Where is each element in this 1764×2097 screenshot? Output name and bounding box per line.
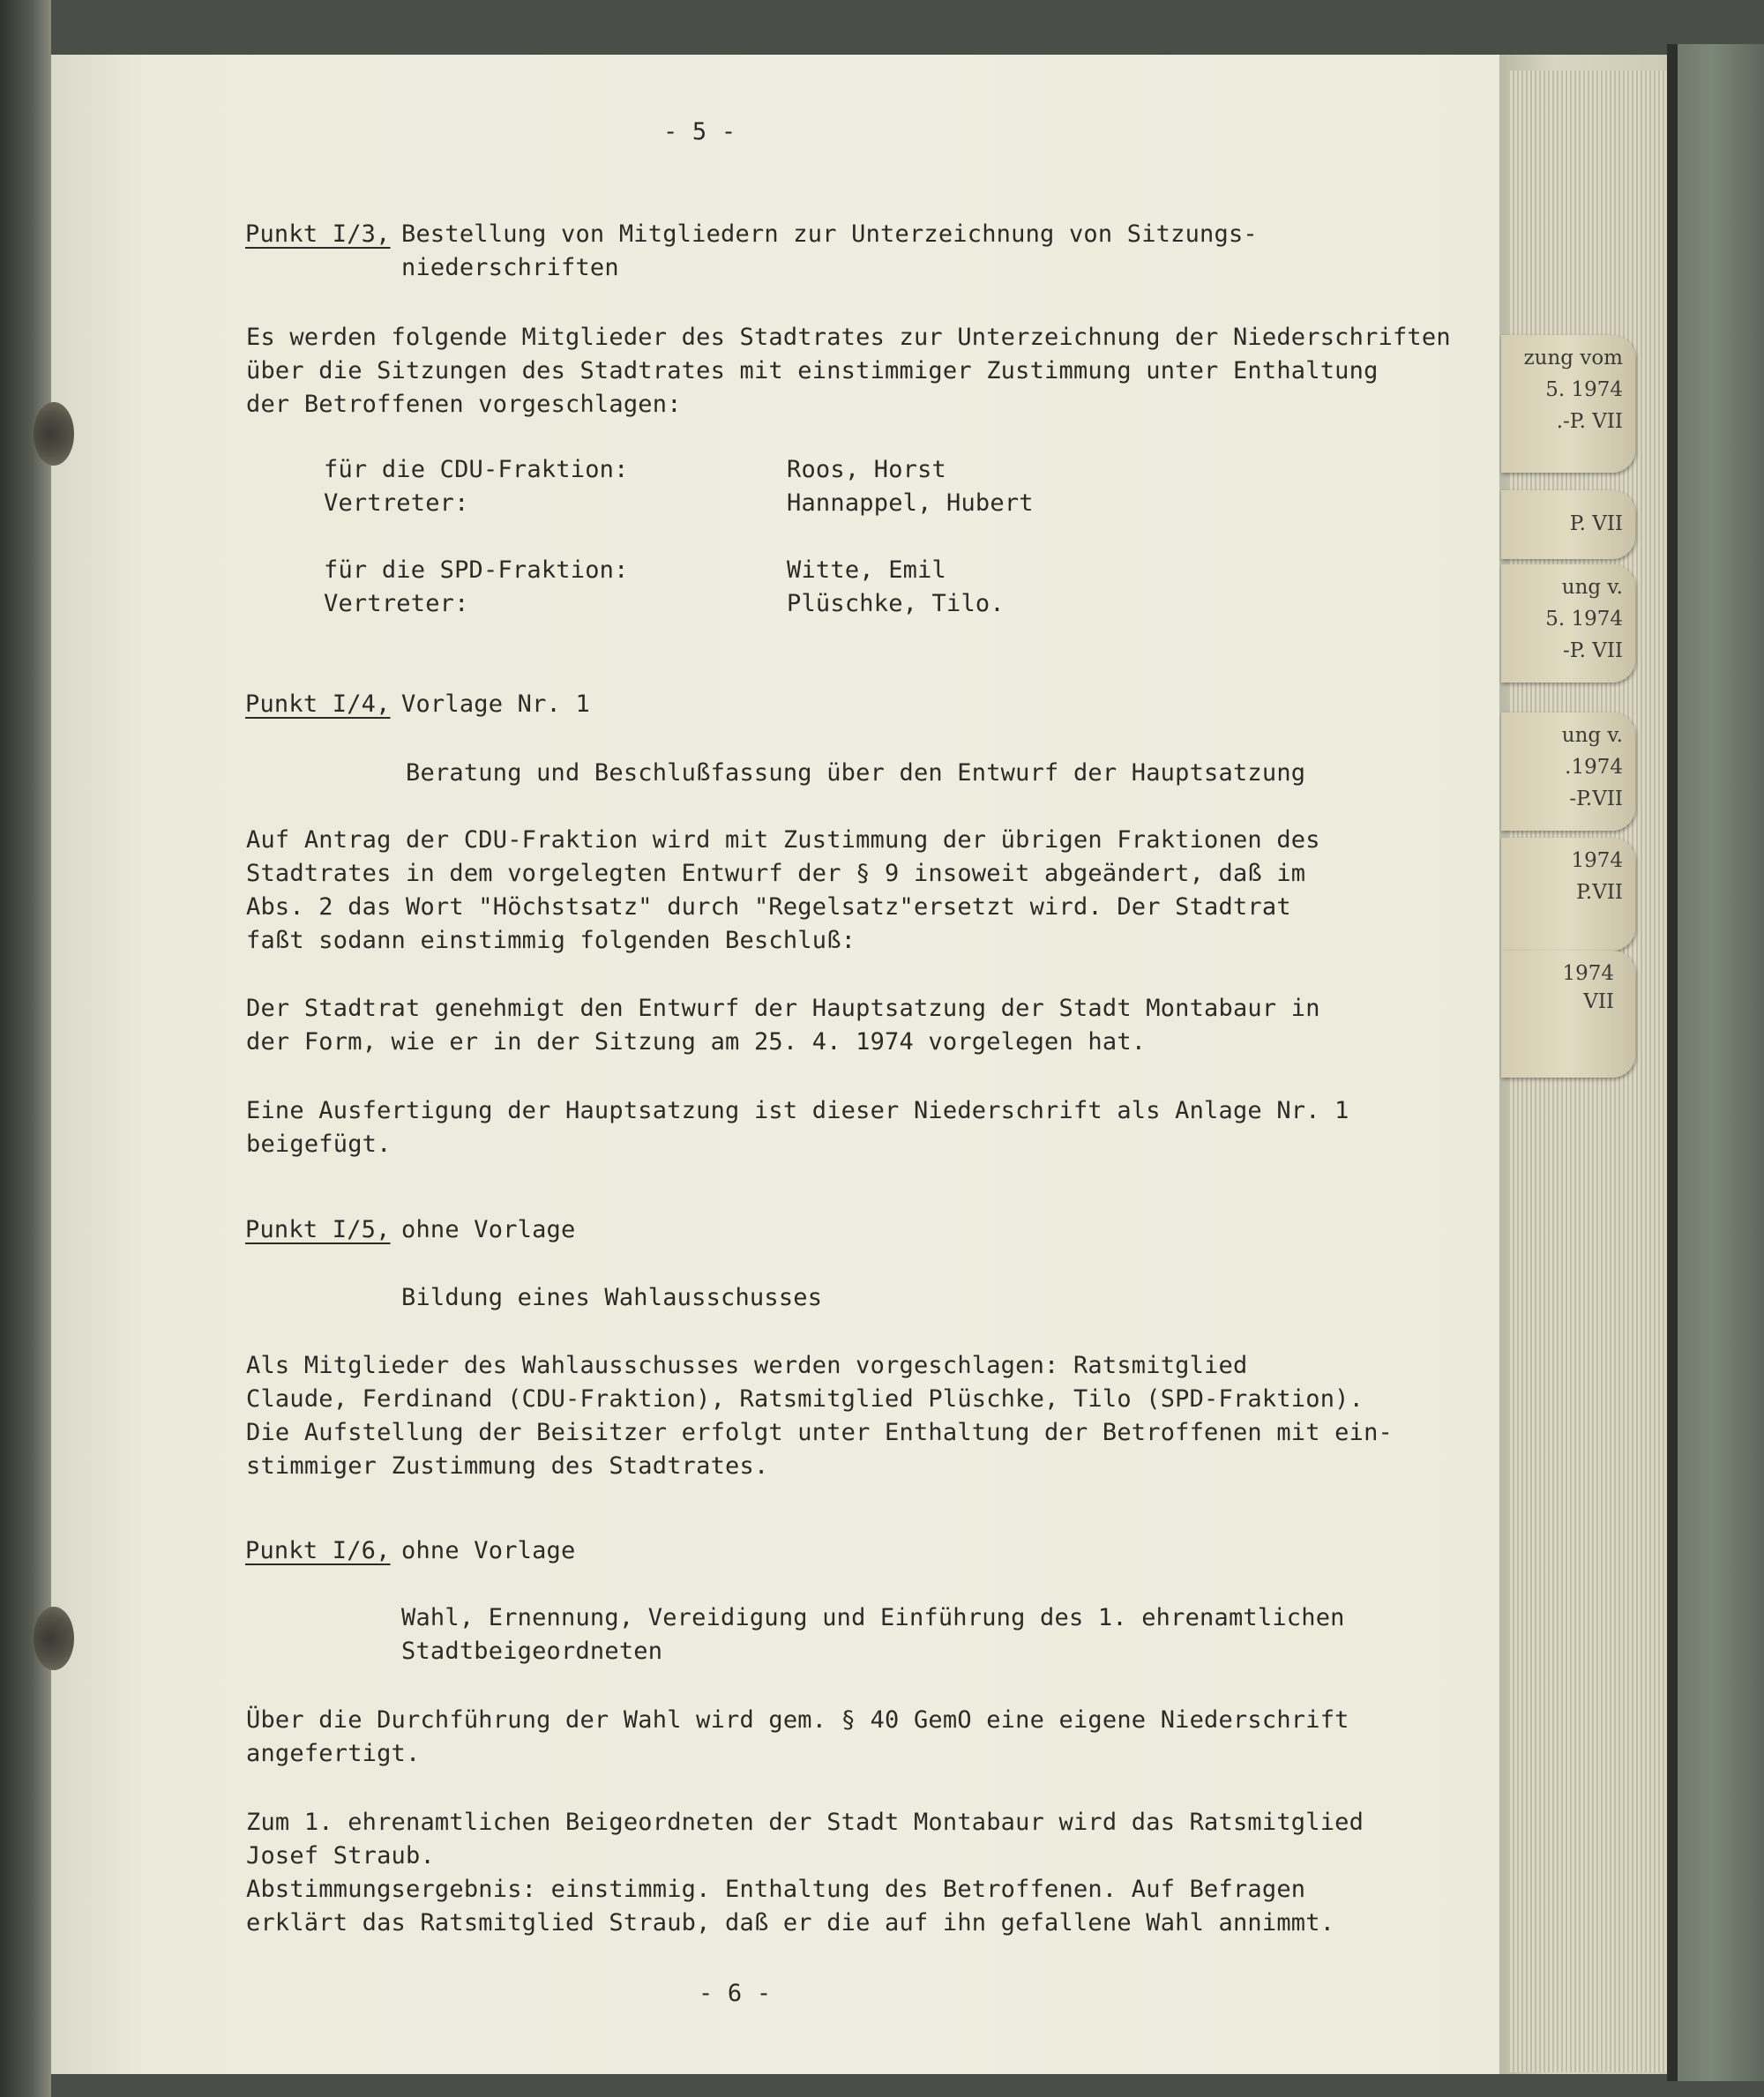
punch-hole-top [34, 402, 74, 466]
index-tab[interactable] [1501, 838, 1635, 951]
member-name: Plüschke, Tilo. [787, 590, 1005, 617]
tab-text: .1974 [1565, 756, 1623, 779]
paragraph-line: Als Mitglieder des Wahlausschusses werden vorgeschlagen: Ratsmitglied [246, 1352, 1248, 1379]
tab-text: P. VII [1569, 512, 1623, 535]
section-subtitle: Wahl, Ernennung, Vereidigung und Einführung des 1. ehrenamtlichen [401, 1604, 1345, 1631]
section-title: ohne Vorlage [401, 1216, 576, 1243]
paragraph-line: Zum 1. ehrenamtlichen Beigeordneten der Stadt Montabaur wird das Ratsmitglied [246, 1809, 1364, 1836]
tab-text: 5. 1974 [1545, 608, 1623, 631]
paragraph-line: beigefügt. [246, 1131, 392, 1158]
member-label: Vertreter: [324, 489, 469, 517]
section-heading: Punkt I/5, [245, 1216, 391, 1243]
member-label: für die CDU-Fraktion: [324, 456, 629, 483]
tab-text: 5. 1974 [1545, 378, 1623, 401]
paragraph-line: Josef Straub. [246, 1842, 435, 1869]
member-name: Hannappel, Hubert [787, 489, 1034, 517]
paragraph-line: Claude, Ferdinand (CDU-Fraktion), Ratsmitglied Plüschke, Tilo (SPD-Fraktion). [246, 1385, 1364, 1413]
tab-text: 1974 [1562, 962, 1614, 985]
paragraph-line: Eine Ausfertigung der Hauptsatzung ist dieser Niederschrift als Anlage Nr. 1 [246, 1097, 1349, 1124]
paragraph-line: Abstimmungsergebnis: einstimmig. Enthaltung des Betroffenen. Auf Befragen [246, 1876, 1306, 1903]
tab-text: zung vom [1523, 347, 1623, 369]
member-name: Roos, Horst [787, 456, 947, 483]
tab-text: ung v. [1561, 724, 1623, 747]
paragraph-line: Der Stadtrat genehmigt den Entwurf der Hauptsatzung der Stadt Montabaur in [246, 995, 1320, 1022]
index-tab[interactable] [1501, 713, 1635, 831]
tab-text: -P.VII [1569, 787, 1623, 810]
paragraph-line: über die Sitzungen des Stadtrates mit einstimmiger Zustimmung unter Enthaltung [246, 357, 1379, 384]
section-heading: Punkt I/4, [245, 690, 391, 718]
tab-text: P.VII [1576, 881, 1623, 904]
section-subtitle: Bildung eines Wahlausschusses [401, 1284, 823, 1311]
paragraph-line: Stadtrates in dem vorgelegten Entwurf der § 9 insoweit abgeändert, daß im [246, 860, 1306, 887]
section-title: Vorlage Nr. 1 [401, 690, 590, 718]
paragraph-line: Es werden folgende Mitglieder des Stadtrates zur Unterzeichnung der Niederschriften [246, 324, 1451, 351]
paragraph-line: stimmiger Zustimmung des Stadtrates. [246, 1452, 769, 1480]
member-name: Witte, Emil [787, 556, 947, 584]
tab-text: ung v. [1561, 576, 1623, 599]
left-binding [0, 0, 51, 2097]
paragraph-line: faßt sodann einstimmig folgenden Beschluß: [246, 927, 856, 954]
paragraph-line: Abs. 2 das Wort "Höchstsatz" durch "Regelsatz"ersetzt wird. Der Stadtrat [246, 893, 1291, 921]
paragraph-line: der Form, wie er in der Sitzung am 25. 4. 1974 vorgelegen hat. [246, 1028, 1147, 1056]
section-heading: Punkt I/6, [245, 1537, 391, 1564]
index-tab[interactable] [1501, 335, 1635, 473]
back-cover [1678, 44, 1764, 2081]
member-label: für die SPD-Fraktion: [324, 556, 629, 584]
index-tab[interactable] [1501, 564, 1635, 683]
section-subtitle: Stadtbeigeordneten [401, 1638, 663, 1665]
paragraph-line: der Betroffenen vorgeschlagen: [246, 391, 682, 418]
section-title: ohne Vorlage [401, 1537, 576, 1564]
section-title: niederschriften [401, 254, 619, 281]
member-label: Vertreter: [324, 590, 469, 617]
section-title: Bestellung von Mitgliedern zur Unterzeichnung von Sitzungs- [401, 220, 1258, 248]
tab-text: 1974 [1571, 849, 1623, 872]
paragraph-line: Auf Antrag der CDU-Fraktion wird mit Zustimmung der übrigen Fraktionen des [246, 826, 1320, 854]
tab-text: -P. VII [1563, 639, 1623, 662]
paragraph-line: Die Aufstellung der Beisitzer erfolgt unter Enthaltung der Betroffenen mit ein- [246, 1419, 1393, 1446]
index-tab[interactable] [1501, 490, 1635, 559]
page-number-bottom: - 6 - [699, 1980, 772, 2007]
paragraph-line: angefertigt. [246, 1740, 421, 1767]
section-subtitle: Beratung und Beschlußfassung über den Entwurf der Hauptsatzung [406, 759, 1306, 787]
index-tab[interactable] [1501, 951, 1635, 1078]
punch-hole-bottom [34, 1607, 74, 1670]
paragraph-line: Über die Durchführung der Wahl wird gem. § 40 GemO eine eigene Niederschrift [246, 1706, 1349, 1734]
tab-text: VII [1583, 990, 1614, 1013]
paragraph-line: erklärt das Ratsmitglied Straub, daß er die auf ihn gefallene Wahl annimmt. [246, 1909, 1335, 1937]
section-heading: Punkt I/3, [245, 220, 391, 248]
tab-text: .-P. VII [1556, 410, 1623, 433]
cover-hinge [1667, 44, 1678, 2081]
page-number-top: - 5 - [663, 118, 736, 146]
